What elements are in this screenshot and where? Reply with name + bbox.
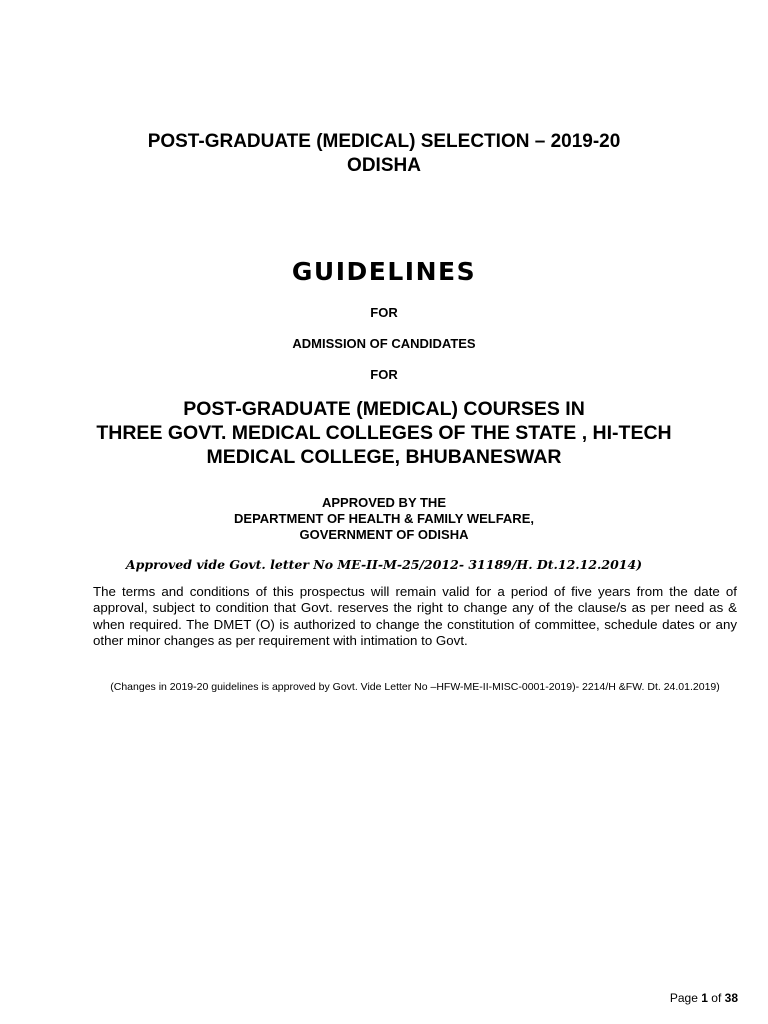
courses-heading-line-1: POST-GRADUATE (MEDICAL) COURSES IN (183, 398, 585, 420)
document-heading-line-1: POST-GRADUATE (MEDICAL) SELECTION – 2019-20 (147, 131, 621, 152)
document-heading-line-2: ODISHA (347, 155, 421, 176)
approved-by-line-3: GOVERNMENT OF ODISHA (299, 527, 469, 542)
admission-label: ADMISSION OF CANDIDATES (292, 336, 476, 351)
approval-letter-reference: Approved vide Govt. letter No ME-II-M-25/2012- 31189/H. Dt.12.12.2014) (125, 557, 643, 572)
page-label: Page (669, 991, 698, 1005)
guidelines-title: GUIDELINES (291, 257, 477, 286)
page-number-footer (670, 990, 738, 1006)
courses-heading-line-2: THREE GOVT. MEDICAL COLLEGES OF THE STATE , HI-TECH (96, 422, 672, 444)
terms-paragraph: The terms and conditions of this prospectus will remain valid for a period of five years from the date of approval, subject to condition that Govt. reserves the right to change any of the clause/s as per need as & when required. The DMET (O) is authorized to change the constitution of committee, schedule dates or any other minor changes as per requirement with intimation to Govt. (93, 584, 737, 648)
for-label-1: FOR (370, 305, 398, 320)
total-pages-number: 38 (724, 991, 738, 1005)
approved-by-line-1: APPROVED BY THE (321, 495, 446, 510)
changes-note: (Changes in 2019-20 guidelines is approved by Govt. Vide Letter No –HFW-ME-II-MISC-0001-2019)- 2214/H &FW. Dt. 24.01.2019) (110, 681, 720, 693)
of-label: of (711, 991, 722, 1005)
current-page-number: 1 (701, 991, 708, 1005)
for-label-2: FOR (370, 367, 398, 382)
approved-by-line-2: DEPARTMENT OF HEALTH & FAMILY WELFARE, (234, 511, 534, 526)
courses-heading-line-3: MEDICAL COLLEGE, BHUBANESWAR (206, 446, 562, 468)
